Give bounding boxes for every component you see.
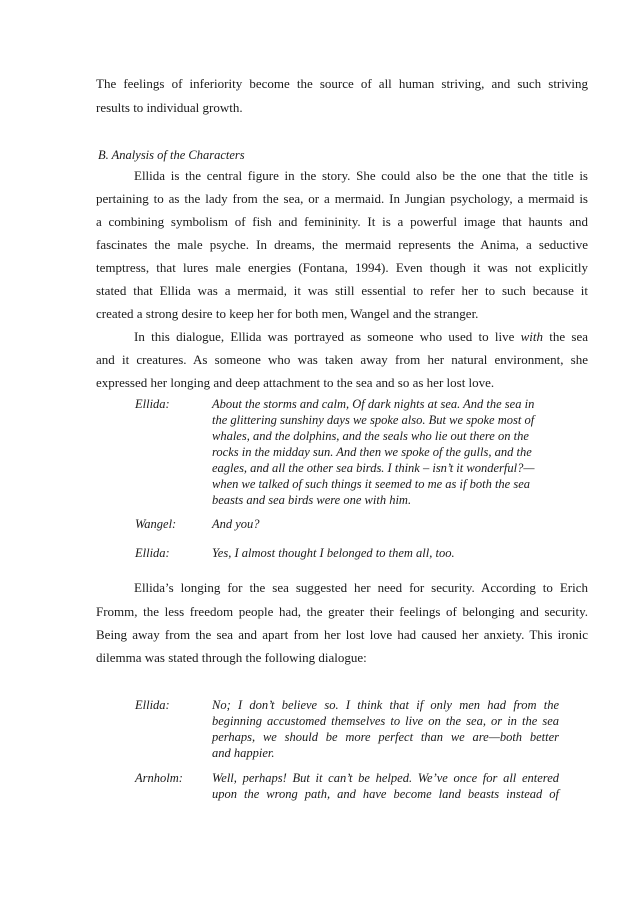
- emphasis-text: with: [520, 329, 544, 344]
- dialogue-line: About the storms and calm, Of dark nights at sea. And the sea in: [212, 397, 535, 411]
- dialogue-line: whales, and the dolphins, and the seals who lie out there on the: [212, 429, 529, 443]
- dialogue-line: rocks in the midday sun. And then we spoke of the gulls, and the: [212, 445, 532, 459]
- dialogue-speaker: Ellida:: [135, 397, 170, 411]
- body-text-line: a combining symbolism of fish and femininity. It is a powerful image that haunts and: [96, 214, 588, 229]
- body-text-line: dilemma was stated through the following dialogue:: [96, 650, 367, 665]
- body-text-line: Being away from the sea and apart from her lost love had caused her anxiety. This ironic: [96, 627, 588, 642]
- dialogue-line: Well, perhaps! But it can’t be helped. We’ve once for all entered: [212, 771, 559, 785]
- text-span: In this dialogue, Ellida was portrayed as someone who used to live: [134, 329, 521, 344]
- body-text-line: [134, 329, 588, 345]
- body-text-line: Fromm, the less freedom people had, the greater their feelings of belonging and security.: [96, 604, 588, 619]
- dialogue-line: beginning accustomed themselves to live on the sea, or in the sea: [212, 714, 559, 728]
- body-text-line: The feelings of inferiority become the source of all human striving, and such striving: [96, 76, 588, 91]
- dialogue-speaker: Wangel:: [135, 517, 177, 531]
- body-text-line: results to individual growth.: [96, 100, 243, 115]
- dialogue-speaker: Arnholm:: [135, 771, 183, 785]
- body-text-line: pertaining to as the lady from the sea, or a mermaid. In Jungian psychology, a mermaid is: [96, 191, 588, 206]
- dialogue-line: perhaps, we should be more perfect than we are—both better: [212, 730, 559, 744]
- dialogue-line: And you?: [212, 517, 260, 531]
- text-span: the sea: [543, 329, 589, 344]
- section-heading: B. Analysis of the Characters: [98, 148, 245, 162]
- dialogue-line: when we talked of such things it seemed to me as if both the sea: [212, 477, 531, 491]
- dialogue-line: No; I don’t believe so. I think that if only men had from the: [212, 698, 559, 712]
- body-text-line: expressed her longing and deep attachment to the sea and so as her lost love.: [96, 375, 495, 390]
- dialogue-line: eagles, and all the other sea birds. I think – isn’t it wonderful?—: [212, 461, 535, 475]
- body-text-line: created a strong desire to keep her for both men, Wangel and the stranger.: [96, 306, 479, 321]
- dialogue-line: Yes, I almost thought I belonged to them all, too.: [212, 546, 455, 560]
- dialogue-line: upon the wrong path, and have become land beasts instead of: [212, 787, 559, 801]
- dialogue-line: and happier.: [212, 746, 275, 760]
- body-text-line: and it creatures. As someone who was taken away from her natural environment, she: [96, 352, 588, 367]
- body-text-line: stated that Ellida was a mermaid, it was still essential to refer her to such because it: [96, 283, 588, 298]
- body-text-line: temptress, that lures male energies (Fontana, 1994). Even though it was not explicitly: [96, 260, 588, 275]
- dialogue-speaker: Ellida:: [135, 698, 170, 712]
- dialogue-line: beasts and sea birds were one with him.: [212, 493, 412, 507]
- dialogue-speaker: Ellida:: [135, 546, 170, 560]
- dialogue-line: the glittering sunshiny days we spoke also. But we spoke most of: [212, 413, 535, 427]
- body-text-line: fascinates the male psyche. In dreams, the mermaid represents the Anima, a seductive: [96, 237, 588, 252]
- body-text-line: Ellida is the central figure in the story. She could also be the one that the title is: [134, 168, 588, 183]
- body-text-line: Ellida’s longing for the sea suggested her need for security. According to Erich: [134, 580, 588, 595]
